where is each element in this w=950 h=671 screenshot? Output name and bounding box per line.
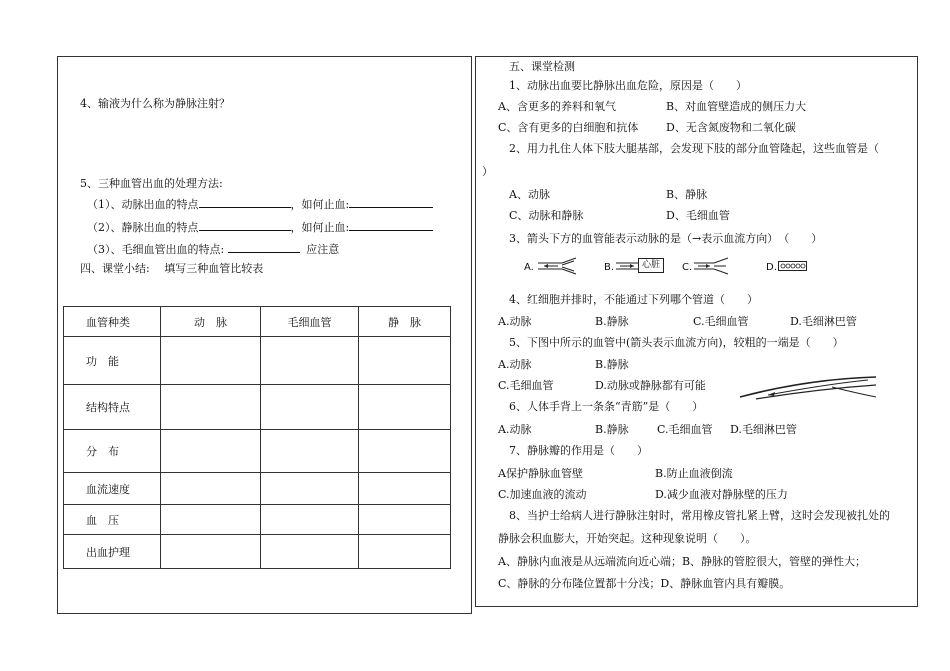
rq5-option-d: D.动脉或静脉都有可能 [595,379,706,392]
table-cell[interactable] [359,535,451,569]
rq3-label-c: C. [682,262,693,273]
rq3-label-b: B. [604,262,615,273]
rq6-option-b: B.静脉 [595,423,629,436]
rq2-option-d: D、毛细血管 [666,209,730,222]
rq6-option-c: C.毛细血管 [657,423,713,436]
q5-item-2-mid: ，如何止血: [290,221,350,234]
rq3-figure-b-heart-box: 心脏 [638,258,664,273]
table-row [64,473,451,505]
table-row [64,505,451,535]
q5-item-2-blank-method[interactable] [349,220,433,231]
table-cell[interactable] [161,337,261,385]
table-cell[interactable] [261,535,359,569]
rq3-label-a: A. [524,262,534,273]
rq3-stem: 3、箭头下方的血管能表示动脉的是（→表示血流方向） （ ） [509,232,823,245]
rq3-label-d: D. [766,262,777,273]
table-cell[interactable] [161,385,261,430]
rq2-option-a: A、动脉 [509,188,550,201]
table-cell[interactable] [359,430,451,473]
rq1-option-b: B、对血管壁造成的侧压力大 [666,100,807,113]
q5-item-1 [87,197,433,212]
q5-item-3-blank[interactable] [228,242,300,253]
table-cell[interactable] [161,430,261,473]
rq5-option-b: B.静脉 [595,358,629,371]
q5-item-1-prefix: （1）、动脉出血的特点 [87,198,199,211]
section-5-title: 五、课堂检测 [509,60,575,73]
rq7-option-c: C.加速血液的流动 [498,488,587,501]
table-row-label: 血 压 [64,505,161,535]
rq5-stem: 5、下图中所示的血管中(箭头表示血流方向)，较粗的一端是（ ） [509,336,844,349]
rq2-option-c: C、动脉和静脉 [509,209,584,222]
rq7-option-a: A保护静脉血管壁 [498,467,583,480]
table-row-label: 出血护理 [64,535,161,569]
table-header-cell: 毛细血管 [261,307,359,337]
q5-item-2-prefix: （2）、静脉出血的特点 [87,221,199,234]
table-cell[interactable] [161,535,261,569]
table-cell[interactable] [261,430,359,473]
table-header-cell: 血管种类 [64,307,161,337]
rq5-option-c: C.毛细血管 [498,379,554,392]
rq8-stem-line1: 8、当护士给病人进行静脉注射时，常用橡皮管扎紧上臂，这时会发现被扎处的 [509,509,890,522]
table-row [64,430,451,473]
table-cell[interactable] [261,337,359,385]
q5-item-2-blank-feature[interactable] [199,220,291,231]
q5-item-3 [87,242,339,257]
rq1-option-d: D、无含氮废物和二氧化碳 [666,121,796,134]
rq2-option-b: B、静脉 [666,188,708,201]
q5-item-1-mid: ，如何止血: [290,198,350,211]
vessel-comparison-table [63,306,451,569]
right-worksheet-panel [475,56,918,607]
q5-item-1-blank-feature[interactable] [199,197,291,208]
rq8-statements-cd: C、静脉的分布隆位置都十分浅；D、静脉血管内具有瓣膜。 [498,577,791,590]
rq6-option-a: A.动脉 [498,423,532,436]
table-row-label: 分 布 [64,430,161,473]
rq6-option-d: D.毛细淋巴管 [730,423,797,436]
rq4-option-c: C.毛细血管 [693,315,749,328]
section-4-summary: 四、课堂小结: 填写三种血管比较表 [80,262,264,275]
table-row-label: 功 能 [64,337,161,385]
table-cell[interactable] [261,505,359,535]
rq3-figure-a-vessel-icon [536,257,578,275]
rq3-figure-c-vessel-icon [694,257,732,275]
q5-item-3-prefix: （3）、毛细血管出血的特点: [87,243,225,256]
rq3-figure-d-capillary-icon [778,260,808,272]
rq5-vessel-diagram [738,375,878,401]
rq8-stem-line2: 静脉会积血膨大，开始突起。这种现象说明（ ）。 [498,532,757,545]
rq7-option-d: D.减少血液对静脉壁的压力 [655,488,788,501]
rq7-option-b: B.防止血液倒流 [655,467,733,480]
rq5-option-a: A.动脉 [498,358,532,371]
table-row-label: 血流速度 [64,473,161,505]
table-cell[interactable] [261,473,359,505]
table-cell[interactable] [359,337,451,385]
rq2-stem-line1: 2、用力扎住人体下肢大腿基部，会发现下肢的部分血管隆起，这些血管是（ [509,142,879,155]
rq4-option-d: D.毛细淋巴管 [790,315,857,328]
rq4-option-a: A.动脉 [498,315,532,328]
rq1-stem: 1、动脉出血要比静脉出血危险，原因是（ ） [509,79,747,92]
table-cell[interactable] [161,505,261,535]
rq4-option-b: B.静脉 [595,315,629,328]
table-cell[interactable] [261,385,359,430]
table-cell[interactable] [359,385,451,430]
question-4-infusion: 4、输液为什么称为静脉注射？ [80,97,230,110]
rq8-statements-ab: A、静脉内血液是从远端流向近心端；B、静脉的管腔很大，管壁的弹性大； [498,555,867,568]
question-5-title: 5、三种血管出血的处理方法: [80,177,223,190]
rq2-stem-line2: ） [482,165,493,178]
left-worksheet-panel [57,56,472,614]
table-row [64,535,451,569]
rq1-option-a: A、含更多的养料和氧气 [498,100,616,113]
table-header-cell: 静 脉 [359,307,451,337]
table-cell[interactable] [359,473,451,505]
q5-item-3-suffix: 应注意 [306,243,340,256]
q5-item-1-blank-method[interactable] [349,197,433,208]
rq7-stem: 7、静脉瓣的作用是（ ） [509,444,648,457]
table-row [64,337,451,385]
rq4-stem: 4、红细胞并排时，不能通过下列哪个管道（ ） [509,293,758,306]
table-row [64,385,451,430]
table-cell[interactable] [161,473,261,505]
q5-item-2 [87,220,433,235]
rq6-stem: 6、人体手背上一条条“青筋”是（ ） [509,400,704,413]
table-cell[interactable] [359,505,451,535]
rq3-figure-b-vessel-icon [616,257,638,275]
table-header-row [64,307,451,337]
table-row-label: 结构特点 [64,385,161,430]
table-header-cell: 动 脉 [161,307,261,337]
rq1-option-c: C、含有更多的白细胞和抗体 [498,121,639,134]
